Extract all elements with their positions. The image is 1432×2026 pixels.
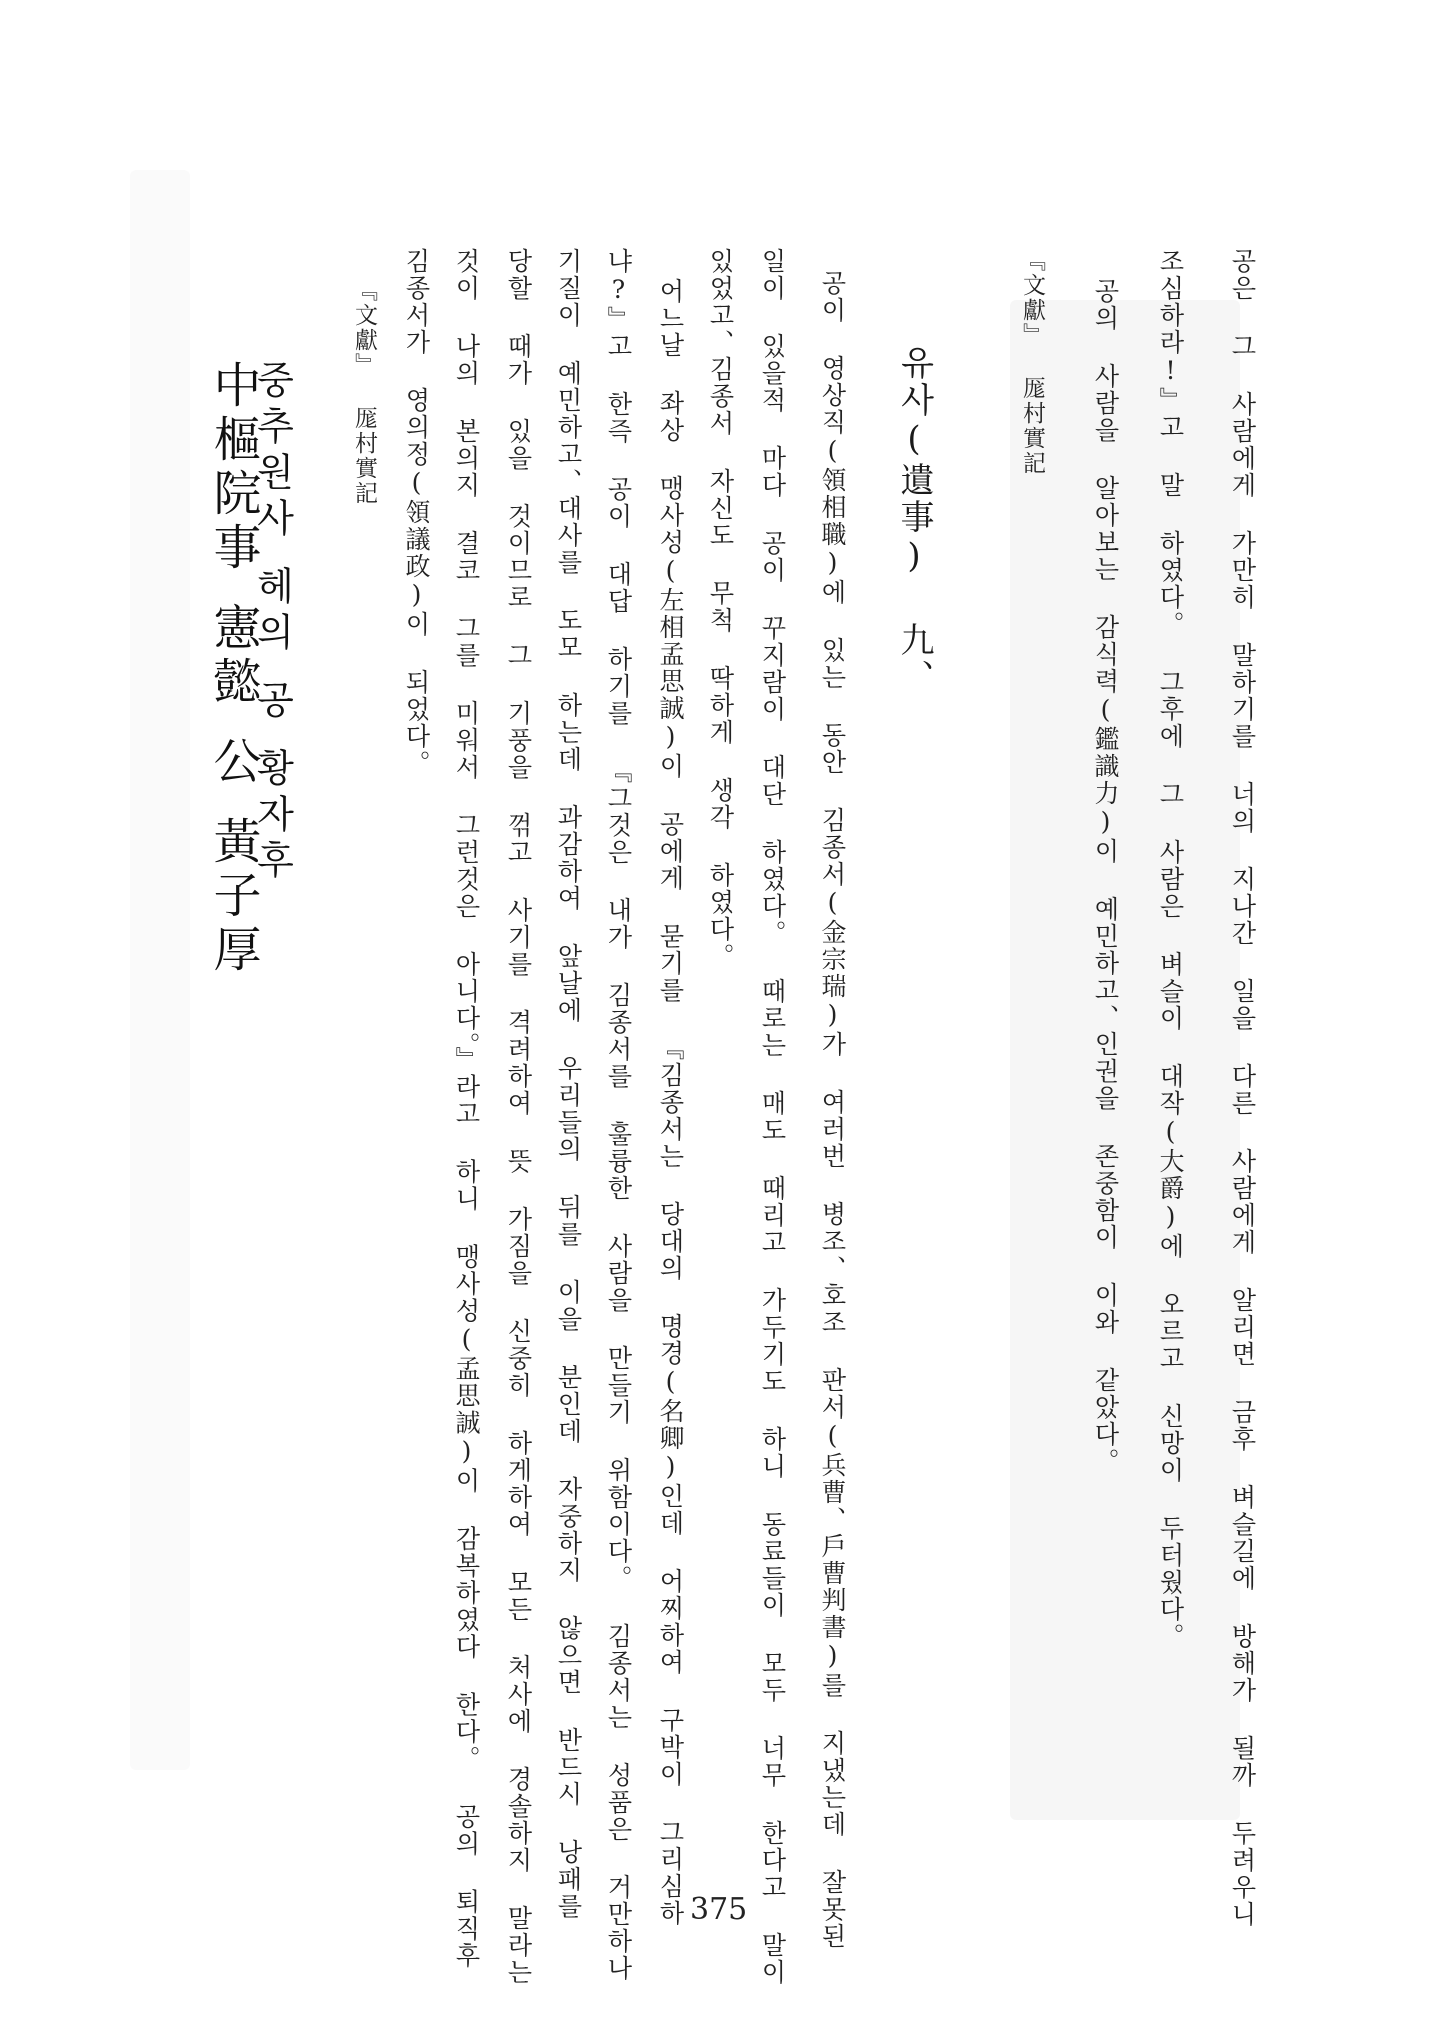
text-line: 공은 그 사람에게 가만히 말하기를 너의 지나간 일을 다른 사람에게 알리면 금후 벼슬길에 방해가 될까 두려우니 — [1228, 248, 1257, 1928]
text-line: 있었고、김종서 자신도 무척 딱하게 생각 하였다。 — [706, 248, 735, 970]
page-number: 375 — [690, 1892, 748, 1927]
text-line: 냐?』고 한즉 공이 대답 하기를 『그것은 내가 김종서를 훌륭한 사람을 만들기 위함이다。 김종서는 성품은 거만하나 — [604, 248, 633, 1982]
title-ruby-4: 황자후 — [250, 748, 294, 886]
title-hanja-3: 公 — [205, 736, 261, 790]
scan-shadow — [130, 170, 190, 1770]
title-ruby-2: 헤의 — [250, 566, 294, 658]
text-line: 조심하라!』고 말 하였다。 그후에 그 사람은 벼슬이 대작(大爵)에 오르고 신망이 두터웠다。 — [1156, 248, 1185, 1650]
text-line: 어느날 좌상 맹사성(左相孟思誠)이 공에게 묻기를 『김종서는 당대의 명경(名卿)인데 어찌하여 구박이 그리심하 — [656, 278, 685, 1927]
text-line: 것이 나의 본의지 결코 그를 미워서 그런것은 아니다。』라고 하니 맹사성(孟思誠)이 감복하였다 한다。 공의 퇴직후 — [452, 248, 481, 1970]
title-hanja-4: 黃子厚 — [205, 816, 261, 978]
text-line: 일이 있을적 마다 공이 꾸지람이 대단 하였다。 때로는 매도 때리고 가두기도 하니 동료들이 모두 너무 한다고 말이 — [758, 248, 787, 1986]
text-line: 공이 영상직(領相職)에 있는 동안 김종서(金宗瑞)가 여러번 병조、호조 판서(兵曹、戶曹判書)를 지냈는데 잘못된 — [818, 270, 847, 1950]
title-hanja-column — [205, 360, 261, 978]
text-line: 당할 때가 있을 것이므로 그 기풍을 꺾고 사기를 격려하여 뜻 가짐을 신중히 하게하여 모든 처사에 경솔하지 말라는 — [504, 248, 533, 1986]
text-line: 기질이 예민하고、대사를 도모 하는데 과감하여 앞날에 우리들의 뒤를 이을 분인데 자중하지 않으면 반드시 낭패를 — [554, 248, 583, 1920]
title-hanja-1: 中樞院事 — [205, 360, 261, 576]
title-hanja-2: 憲懿 — [205, 602, 261, 710]
source-citation: 『文獻』 厖村實記 — [351, 278, 377, 506]
text-line: 김종서가 영의정(領議政)이 되었다。 — [402, 248, 431, 777]
title-ruby-3: 공 — [250, 680, 294, 726]
scan-shadow — [1010, 300, 1240, 1820]
source-citation: 『文獻』 厖村實記 — [1019, 248, 1045, 476]
section-heading: 유사(遺事) 九、 — [894, 345, 934, 696]
text-line: 공의 사람을 알아보는 감식력(鑑識力)이 예민하고、인권을 존중함이 이와 같았다。 — [1091, 278, 1120, 1475]
title-ruby-1: 중추원사 — [250, 360, 294, 544]
